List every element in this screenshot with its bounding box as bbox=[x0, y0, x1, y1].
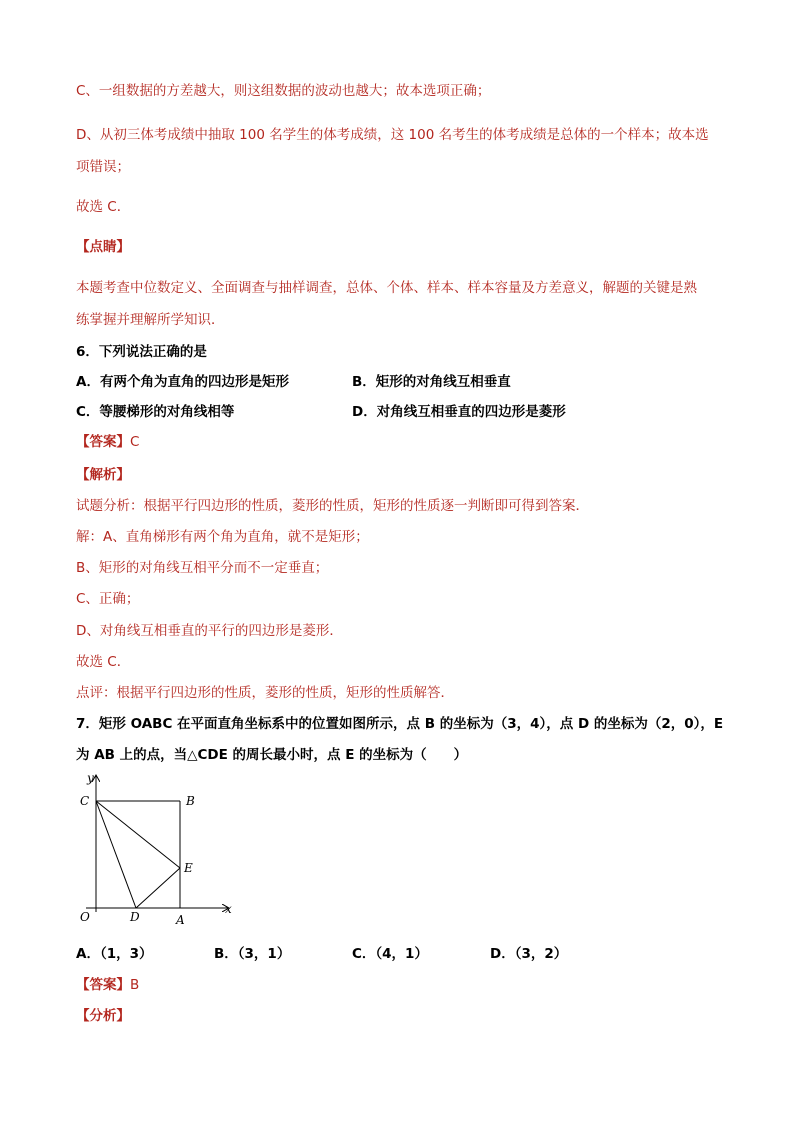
label-b: B bbox=[186, 794, 195, 808]
segment-de bbox=[136, 868, 180, 908]
q6-option-b: B．矩形的对角线互相垂直 bbox=[352, 374, 511, 390]
q6-answer bbox=[76, 433, 139, 451]
q6-option-d: D．对角线互相垂直的四边形是菱形 bbox=[352, 404, 566, 420]
coordinate-figure bbox=[72, 770, 242, 930]
q7-answer-tag: 【答案】 bbox=[76, 977, 130, 993]
q7-stem-line1: 7．矩形 OABC 在平面直角坐标系中的位置如图所示，点 B 的坐标为（3，4），点 D 的坐标为（2，0），E bbox=[76, 716, 724, 732]
q6-answer-tag: 【答案】 bbox=[76, 434, 130, 450]
option-d-explanation-line2: 项错误； bbox=[76, 159, 130, 175]
q6-analysis-line: D、对角线互相垂直的平行的四边形是菱形． bbox=[76, 623, 343, 639]
label-e: E bbox=[184, 861, 193, 875]
q7-option-a: A．（1，3） bbox=[76, 946, 153, 962]
q7-answer bbox=[76, 976, 139, 994]
comment-line2: 练掌握并理解所学知识． bbox=[76, 312, 225, 328]
q7-figure bbox=[72, 770, 242, 930]
q6-analysis-line: C、正确； bbox=[76, 591, 140, 607]
label-y: y bbox=[87, 771, 94, 785]
q7-stem-line2: 为 AB 上的点，当△CDE 的周长最小时，点 E 的坐标为（ ） bbox=[76, 747, 468, 763]
q7-option-b: B．（3，1） bbox=[214, 946, 291, 962]
label-x: x bbox=[225, 902, 232, 916]
q6-option-a: A．有两个角为直角的四边形是矩形 bbox=[76, 374, 289, 390]
label-c: C bbox=[80, 794, 90, 808]
q6-analysis-line: 解：A、直角梯形有两个角为直角，就不是矩形； bbox=[76, 529, 369, 545]
q6-answer-value: C bbox=[130, 434, 140, 450]
q6-option-c: C．等腰梯形的对角线相等 bbox=[76, 404, 235, 420]
comment-line1: 本题考查中位数定义、全面调查与抽样调查，总体、个体、样本、样本容量及方差意义，解题的关键是熟 bbox=[76, 280, 697, 296]
prev-choose: 故选 C． bbox=[76, 199, 131, 215]
label-o: O bbox=[80, 910, 90, 924]
q6-analysis-line: 点评：根据平行四边形的性质，菱形的性质，矩形的性质解答． bbox=[76, 685, 454, 701]
option-c-explanation: C、一组数据的方差越大，则这组数据的波动也越大；故本选项正确； bbox=[76, 83, 491, 99]
label-d: D bbox=[130, 910, 140, 924]
q7-option-c: C．（4，1） bbox=[352, 946, 428, 962]
q7-analysis-tag: 【分析】 bbox=[76, 1008, 130, 1024]
q7-option-d: D．（3，2） bbox=[490, 946, 568, 962]
option-d-explanation-line1: D、从初三体考成绩中抽取 100 名学生的体考成绩，这 100 名考生的体考成绩是总体的一个样本；故本选 bbox=[76, 127, 709, 143]
label-a: A bbox=[176, 913, 185, 927]
q6-analysis-line: 故选 C． bbox=[76, 654, 131, 670]
comment-tag: 【点睛】 bbox=[76, 239, 130, 255]
q6-analysis-line: 试题分析：根据平行四边形的性质，菱形的性质，矩形的性质逐一判断即可得到答案． bbox=[76, 498, 589, 514]
q7-answer-value: B bbox=[130, 977, 140, 993]
q6-analysis-tag: 【解析】 bbox=[76, 467, 130, 483]
q6-analysis-line: B、矩形的对角线互相平分而不一定垂直； bbox=[76, 560, 329, 576]
q6-stem: 6．下列说法正确的是 bbox=[76, 344, 207, 360]
